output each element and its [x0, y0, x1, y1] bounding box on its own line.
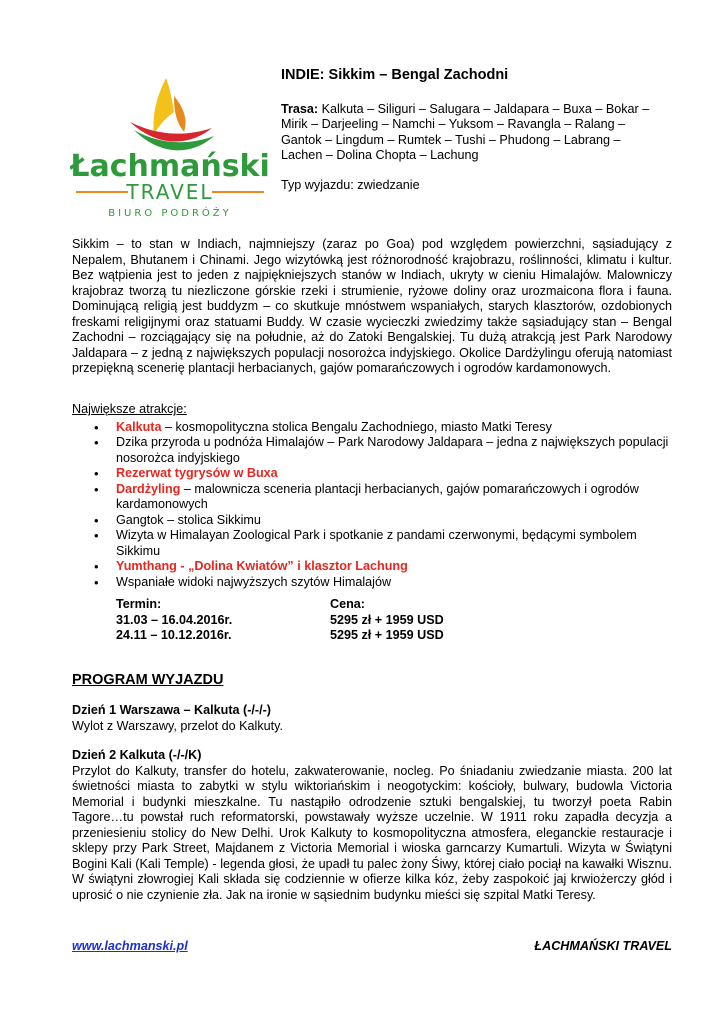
flame-icon [130, 78, 214, 150]
attraction-text: Dzika przyroda u podnóża Himalajów – Park Narodowy Jaldapara – jedna z największych populacji nosorożca indyjskiego [116, 435, 669, 465]
attraction-highlight: Dardżyling [116, 481, 181, 496]
route-label: Trasa: [281, 101, 319, 116]
day-block [72, 748, 672, 903]
footer [72, 939, 672, 955]
attraction-item [72, 575, 672, 591]
header [281, 68, 661, 193]
logo-sub: TRAVEL [126, 180, 214, 204]
attraction-item [72, 559, 672, 575]
attraction-item [72, 420, 672, 436]
attraction-text: – malownicza sceneria plantacji herbacianych, gajów pomarańczowych i ogrodów kardamonowych [116, 481, 639, 511]
attractions-heading: Największe atrakcje: [72, 402, 187, 416]
route [281, 102, 661, 164]
price-value: 5295 zł + 1959 USD [330, 628, 444, 642]
attractions-list [72, 420, 672, 591]
attraction-highlight: Kalkuta [116, 419, 162, 434]
footer-company: ŁACHMAŃSKI TRAVEL [534, 939, 672, 953]
day-title: Dzień 2 Kalkuta (-/-/K) [72, 748, 202, 762]
attraction-item [72, 513, 672, 529]
route-text: Kalkuta – Siliguri – Salugara – Jaldapara – Buxa – Bokar – Mirik – Darjeeling – Namchi – Yuksom – Ravangla – Ralang – Gantok – Lingdum – Rumtek – Tushi – Phudong – Labrang – Lachen – Dolina Chopta – Lachung [281, 101, 650, 162]
term-label: Termin: [116, 597, 162, 611]
dates-header-row [116, 597, 536, 613]
attraction-text: Wspaniałe widoki najwyższych szytów Himalajów [116, 574, 392, 589]
attraction-text: Gangtok – stolica Sikkimu [116, 512, 261, 527]
dates-row [116, 628, 536, 644]
company-logo [70, 68, 270, 223]
dates-row [116, 613, 536, 629]
logo-brand: Łachmański [70, 149, 270, 184]
day-text: Wylot z Warszawy, przelot do Kalkuty. [72, 718, 284, 733]
price-value: 5295 zł + 1959 USD [330, 612, 444, 627]
trip-type: Typ wyjazdu: zwiedzanie [281, 177, 420, 192]
attraction-item [72, 435, 672, 466]
attraction-highlight: Yumthang - „Dolina Kwiatów” i klasztor Lachung [116, 559, 408, 573]
attractions-section [72, 402, 672, 590]
logo-tagline: BIURO PODRÓŻY [108, 208, 232, 219]
day-block [72, 703, 672, 734]
page-title: INDIE: Sikkim – Bengal Zachodni [281, 67, 509, 83]
day-text: Przylot do Kalkuty, transfer do hotelu, zakwaterowanie, nocleg. Po śniadaniu zwiedzanie miasta. 200 lat świetności miasta to zabytki w stylu wiktoriańskim i neogotyckim: kościoły, bulwary, budowla Victoria Memorial i budynki mieszkalne. Tu nastąpiło odrodzenie sztuki bengalskiej, tu tworzył poeta Rabin Tagore…tu powstał ruch reformatorski, powstawały wyższe uczelnie. W 1911 roku zapadła decyzja a przeniesieniu stolicy do New Delhi. Urok Kalkuty to kosmopolityczna atmosfera, eleganckie restauracje i sklepy przy Park Street, Majdanem z Victoria Memorial i wioska garncarzy Kumartuli. Wizyta w Świątyni Bogini Kali (Kali Temple) - legenda głosi, że upadł tu palec żony Śiwy, której ciało pociął na kawałki Wisznu. W świątyni złowrogiej Kali składa się codziennie w ofierze kilka kóz, żeby zaspokoić jaj krwiożerczy głód i uprosić o nie czynienie zła. Jak na ironie w sąsiednim budynku mieści się szpital Matki Teresy. [72, 763, 672, 902]
term-value: 31.03 – 16.04.2016r. [116, 612, 233, 627]
logo-graphic [70, 68, 270, 223]
attraction-text: Wizyta w Himalayan Zoological Park i spotkanie z pandami czerwonymi, będącymi symbolem Sikkimu [116, 528, 637, 558]
day-title: Dzień 1 Warszawa – Kalkuta (-/-/-) [72, 703, 271, 717]
attraction-item [72, 466, 672, 482]
website-link[interactable]: www.lachmanski.pl [72, 939, 188, 953]
price-label: Cena: [330, 597, 365, 611]
attraction-item [72, 528, 672, 559]
attraction-highlight: Rezerwat tygrysów w Buxa [116, 466, 278, 480]
attraction-text: – kosmopolityczna stolica Bengalu Zachodniego, miasto Matki Teresy [161, 419, 552, 434]
program-heading: PROGRAM WYJAZDU [72, 672, 224, 688]
dates-table [116, 597, 536, 644]
intro-paragraph: Sikkim – to stan w Indiach, najmniejszy (zaraz po Goa) pod względem powierzchni, sąsiadujący z Nepalem, Bhutanem i Chinami. Jego wizytówką jest różnorodność krajobrazu, roślinności, klimatu i kultur. Bez wątpienia jest to jeden z najpiękniejszych stanów w Indiach, ukryty w cieniu Himalajów. Malowniczy krajobraz tworzą tu niezliczone górskie rzeki i strumienie, ryżowe doliny oraz urozmaicona flora i fauna. Dominującą religią jest buddyzm – co skutkuje mnóstwem wspaniałych, starych klasztorów, ozdobionych freskami religijnymi oraz statuami Buddy. W czasie wycieczki zwiedzimy także sąsiadujący stan – Bengal Zachodni – rozciągający się na południe, aż do Zatoki Bengalskiej. Tu dużą atrakcją jest Park Narodowy Jaldapara – z jedną z największych populacji nosorożca indyjskiego. Okolice Dardżylingu oferują natomiast przepiękną scenerię plantacji herbacianych, gajów pomarańczowych i ogrodów kardamonowych. [72, 237, 672, 375]
term-value: 24.11 – 10.12.2016r. [116, 628, 232, 642]
attraction-item [72, 482, 672, 513]
